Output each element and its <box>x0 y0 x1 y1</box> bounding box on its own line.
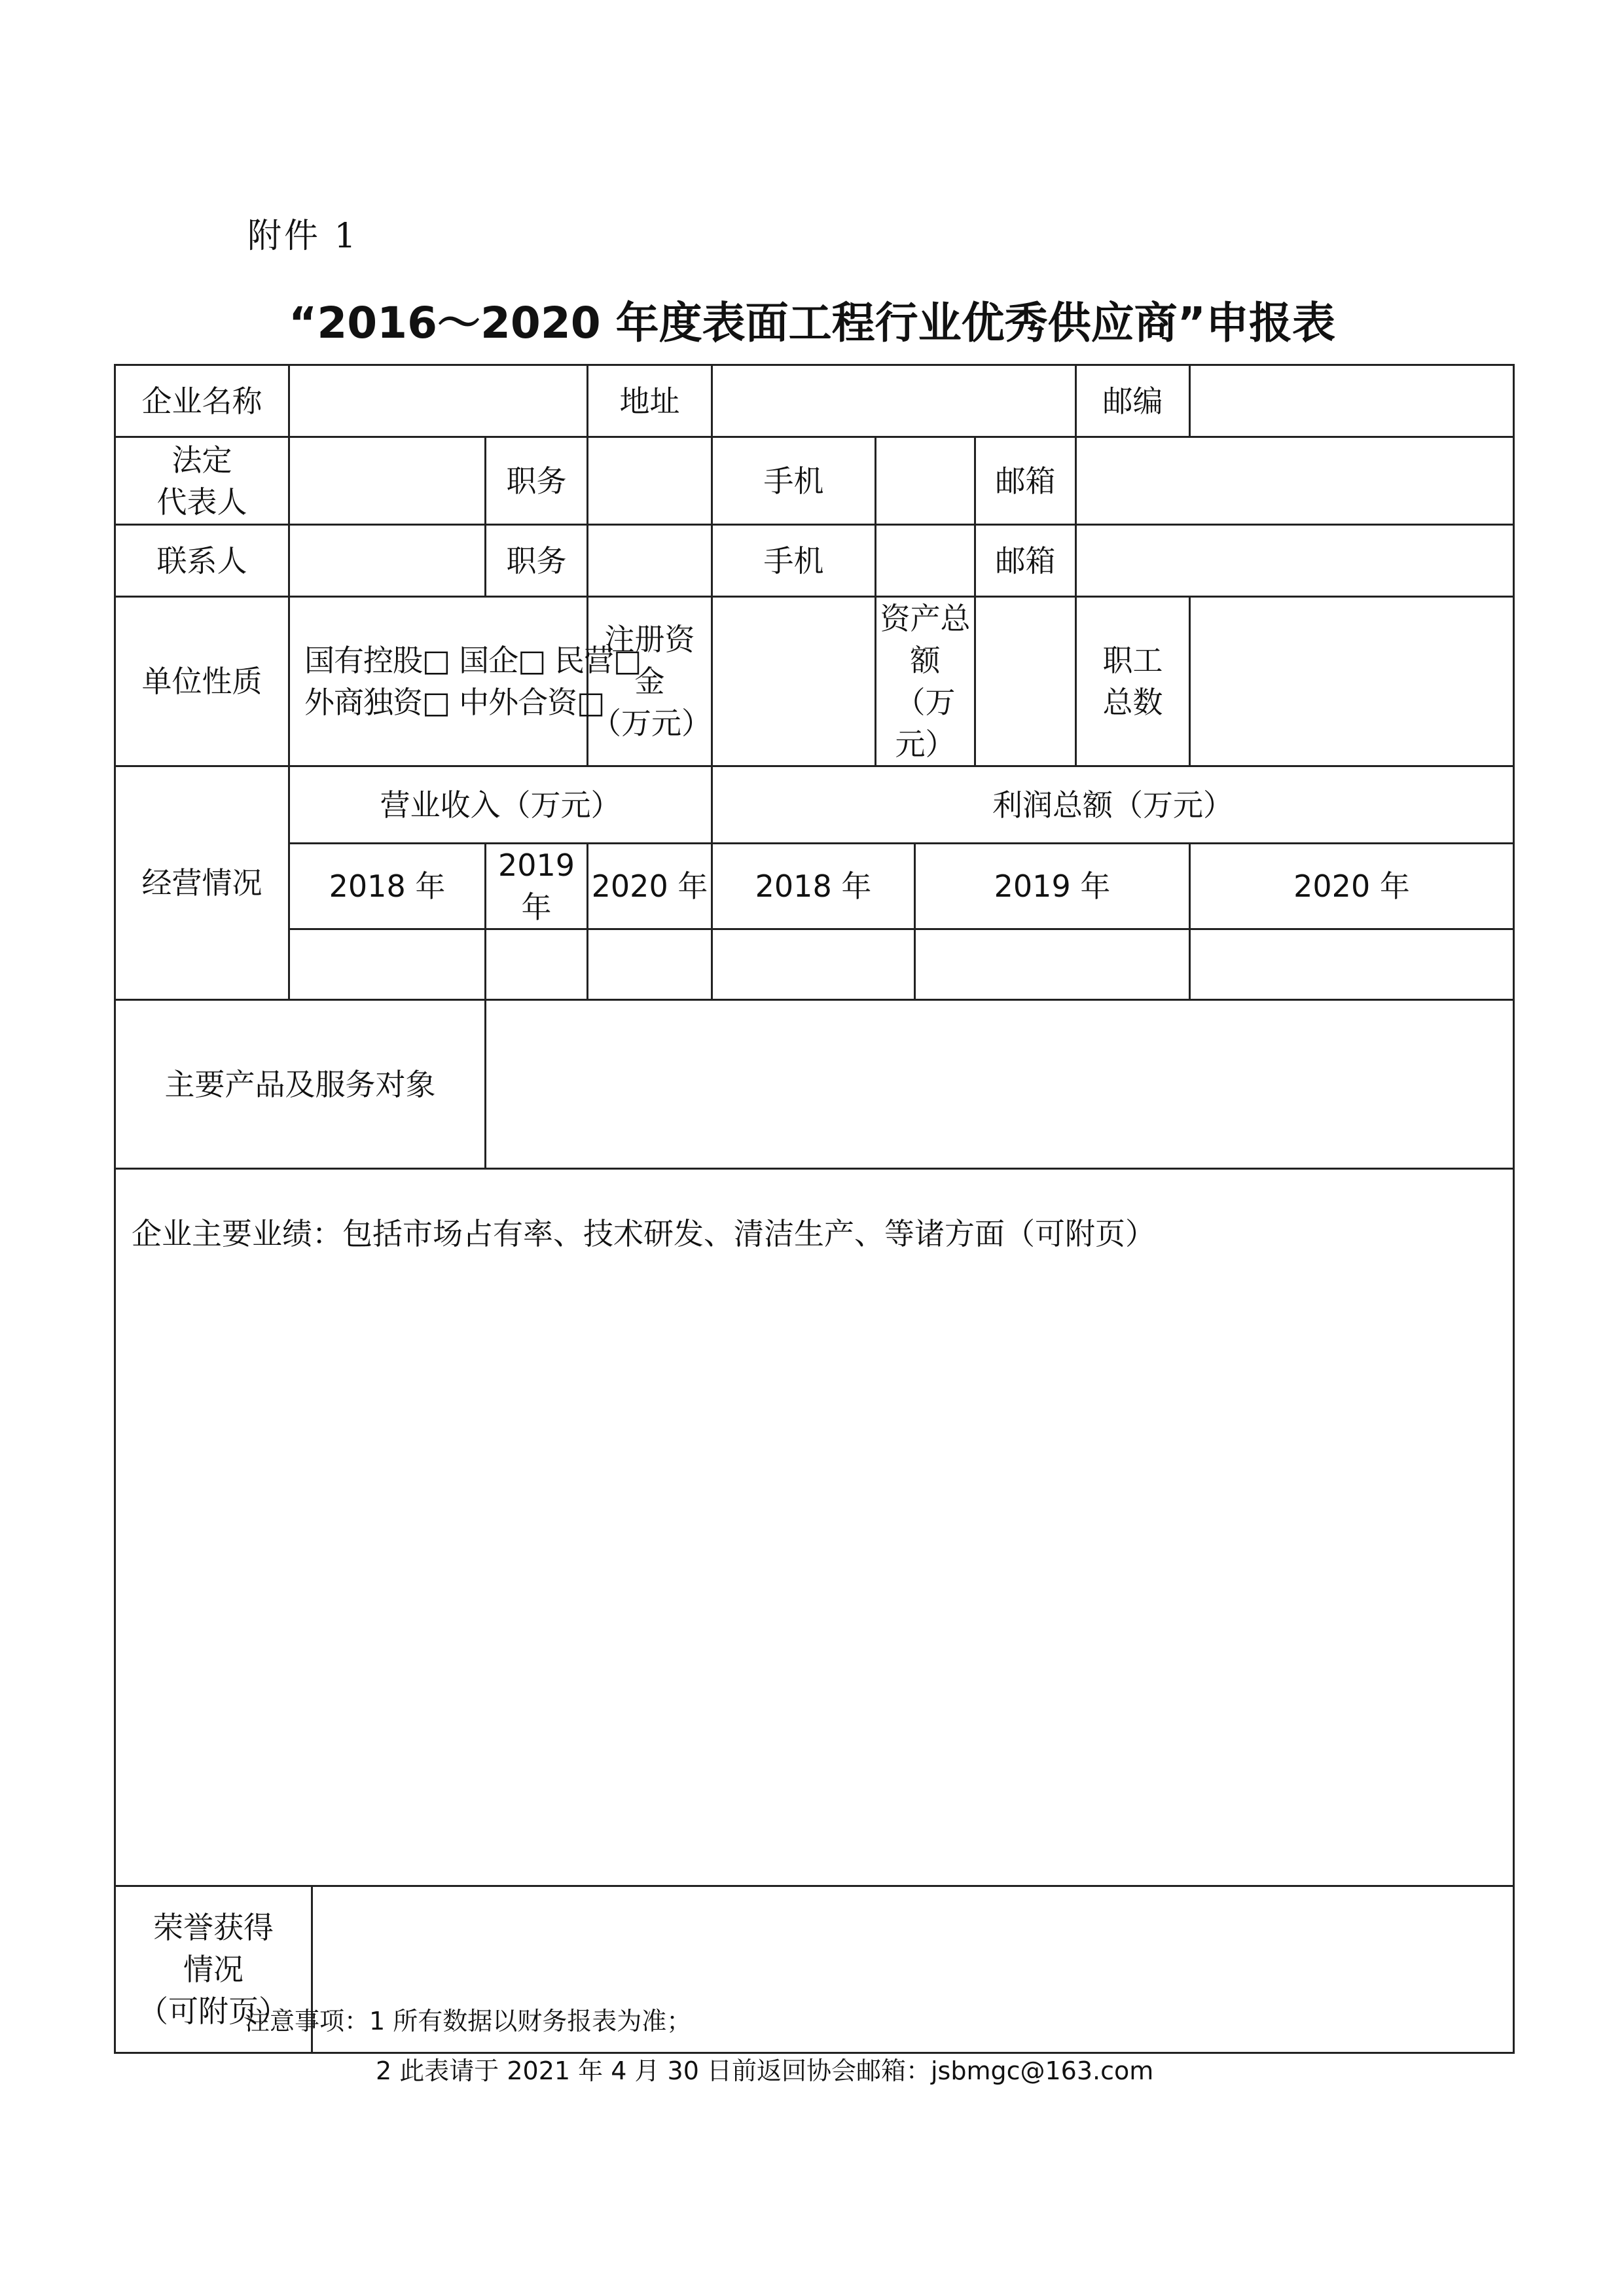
registered-capital-label: 注册资金 （万元） <box>588 597 712 766</box>
contact-mobile-field[interactable] <box>876 525 975 597</box>
profit-year-2018: 2018 年 <box>712 844 915 929</box>
contact-field[interactable] <box>289 525 486 597</box>
nature-options-line1[interactable]: 国有控股□ 国企□ 民营□ <box>304 643 641 678</box>
main-products-field[interactable] <box>486 1000 1514 1169</box>
contact-mobile-label: 手机 <box>712 525 876 597</box>
staff-total-label: 职工 总数 <box>1076 597 1190 766</box>
notes <box>245 1996 1153 2096</box>
legal-rep-field[interactable] <box>289 437 486 525</box>
legal-rep-email-label: 邮箱 <box>975 437 1076 525</box>
contact-email-field[interactable] <box>1076 525 1514 597</box>
registered-capital-field[interactable] <box>712 597 876 766</box>
revenue-2019-field[interactable] <box>486 929 588 1000</box>
main-products-label: 主要产品及服务对象 <box>115 1000 486 1169</box>
note-line-1: 注意事项：1 所有数据以财务报表为准； <box>245 2007 692 2036</box>
profit-year-2020: 2020 年 <box>1190 844 1514 929</box>
contact-position-field[interactable] <box>588 525 712 597</box>
postcode-field[interactable] <box>1190 365 1514 437</box>
revenue-header: 营业收入（万元） <box>289 766 712 844</box>
legal-rep-position-label: 职务 <box>486 437 588 525</box>
revenue-year-2018: 2018 年 <box>289 844 486 929</box>
note-line-2: 2 此表请于 2021 年 4 月 30 日前返回协会邮箱：jsbmgc@163.com <box>376 2056 1154 2085</box>
profit-header: 利润总额（万元） <box>712 766 1514 844</box>
address-field[interactable] <box>712 365 1076 437</box>
total-assets-label: 资产总额 （万元） <box>876 597 975 766</box>
achievements-label: 企业主要业绩：包括市场占有率、技术研发、清洁生产、等诸方面（可附页） <box>132 1216 1155 1251</box>
achievements-section[interactable] <box>115 1169 1514 1886</box>
nature-options-line2[interactable]: 外商独资□ 中外合资□ <box>304 685 605 720</box>
unit-nature-label: 单位性质 <box>115 597 289 766</box>
unit-nature-options[interactable] <box>289 597 641 766</box>
contact-label: 联系人 <box>115 525 289 597</box>
profit-2019-field[interactable] <box>915 929 1190 1000</box>
annex-label: 附件 1 <box>247 217 359 256</box>
company-name-field[interactable] <box>289 365 588 437</box>
revenue-year-2019: 2019 年 <box>486 844 588 929</box>
address-label: 地址 <box>588 365 712 437</box>
total-assets-field[interactable] <box>975 597 1076 766</box>
profit-2018-field[interactable] <box>712 929 915 1000</box>
revenue-year-2020: 2020 年 <box>588 844 712 929</box>
profit-year-2019: 2019 年 <box>915 844 1190 929</box>
profit-2020-field[interactable] <box>1190 929 1514 1000</box>
honors-label: 荣誉获得 情况 （可附页） <box>116 1887 313 2052</box>
legal-rep-email-field[interactable] <box>1076 437 1514 525</box>
legal-rep-label: 法定 代表人 <box>115 437 289 525</box>
application-form-table <box>114 364 1515 2054</box>
revenue-2020-field[interactable] <box>588 929 712 1000</box>
legal-rep-mobile-label: 手机 <box>712 437 876 525</box>
form-title: “2016～2020 年度表面工程行业优秀供应商”申报表 <box>288 298 1336 348</box>
operations-label: 经营情况 <box>115 766 289 1000</box>
revenue-2018-field[interactable] <box>289 929 486 1000</box>
staff-total-field[interactable] <box>1190 597 1514 766</box>
contact-email-label: 邮箱 <box>975 525 1076 597</box>
company-name-label: 企业名称 <box>115 365 289 437</box>
postcode-label: 邮编 <box>1076 365 1190 437</box>
legal-rep-mobile-field[interactable] <box>876 437 975 525</box>
legal-rep-position-field[interactable] <box>588 437 712 525</box>
contact-position-label: 职务 <box>486 525 588 597</box>
